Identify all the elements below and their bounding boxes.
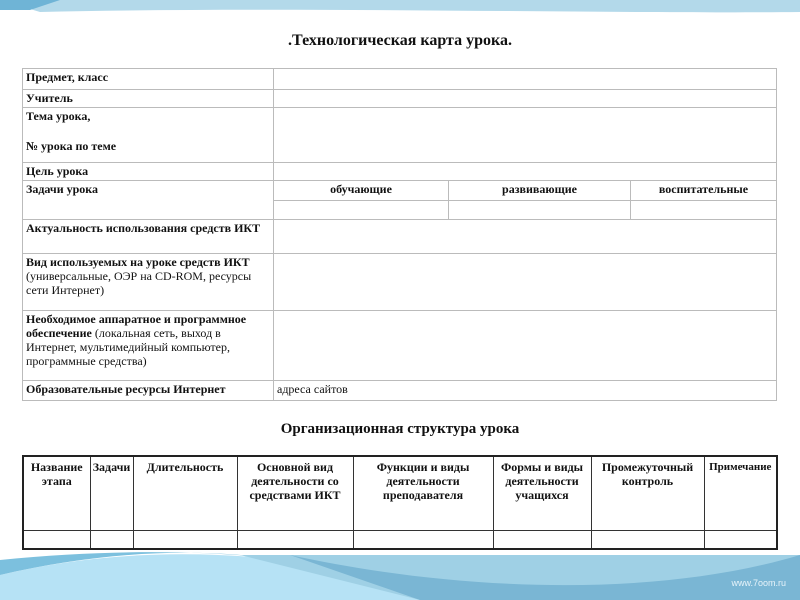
row-label: Учитель: [23, 90, 274, 108]
table-cell[interactable]: [353, 530, 493, 549]
column-header: Функции и виды деятельности преподавателя: [353, 456, 493, 530]
column-header: Задачи: [90, 456, 133, 530]
value-cell[interactable]: адреса сайтов: [274, 381, 777, 401]
row-label: [23, 311, 274, 381]
row-label: Актуальность использования средств ИКТ: [23, 220, 274, 254]
value-cell[interactable]: [274, 163, 777, 181]
row-label: Предмет, класс: [23, 69, 274, 90]
value-cell[interactable]: [274, 108, 777, 163]
column-header: Промежуточный контроль: [591, 456, 704, 530]
lesson-structure-table: [22, 455, 778, 550]
column-header: Название этапа: [23, 456, 90, 530]
value-cell[interactable]: [274, 254, 777, 311]
column-header: Основной вид деятельности со средствами ИКТ: [237, 456, 353, 530]
value-cell[interactable]: [274, 220, 777, 254]
table-cell[interactable]: [23, 530, 90, 549]
label-main: Необходимое аппаратное и программное обеспечение: [26, 312, 247, 340]
table-cell[interactable]: [704, 530, 777, 549]
column-header: Длительность: [133, 456, 237, 530]
value-cell[interactable]: [274, 90, 777, 108]
task-type-header: развивающие: [449, 181, 631, 201]
value-cell[interactable]: [274, 201, 449, 220]
label-main: Вид используемых на уроке средств ИКТ: [26, 255, 250, 269]
row-label: Образовательные ресурсы Интернет: [23, 381, 274, 401]
row-label: [23, 108, 274, 163]
lesson-number-label: № урока по теме: [26, 139, 117, 153]
table-cell[interactable]: [133, 530, 237, 549]
row-label: [23, 254, 274, 311]
label-note: (универсальные, ОЭР на CD-ROM, ресурсы сети Интернет): [26, 269, 252, 297]
table-cell[interactable]: [90, 530, 133, 549]
table-cell[interactable]: [591, 530, 704, 549]
label-note: (локальная сеть, выход в Интернет, мультимедийный компьютер, программные средства): [26, 326, 230, 368]
topic-label: Тема урока,: [26, 109, 91, 123]
watermark: www.7oom.ru: [731, 578, 786, 588]
task-type-header: воспитательные: [631, 181, 777, 201]
value-cell[interactable]: [274, 311, 777, 381]
row-label: Задачи урока: [23, 181, 274, 220]
column-header: Формы и виды деятельности учащихся: [493, 456, 591, 530]
table-cell[interactable]: [493, 530, 591, 549]
column-header: Примечание: [704, 456, 777, 530]
value-cell[interactable]: [631, 201, 777, 220]
value-cell[interactable]: [274, 69, 777, 90]
page-title: .Технологическая карта урока.: [288, 32, 512, 49]
task-type-header: обучающие: [274, 181, 449, 201]
table-cell[interactable]: [237, 530, 353, 549]
lesson-info-table: [22, 68, 777, 401]
section-title: Организационная структура урока: [280, 421, 520, 437]
row-label: Цель урока: [23, 163, 274, 181]
value-cell[interactable]: [449, 201, 631, 220]
